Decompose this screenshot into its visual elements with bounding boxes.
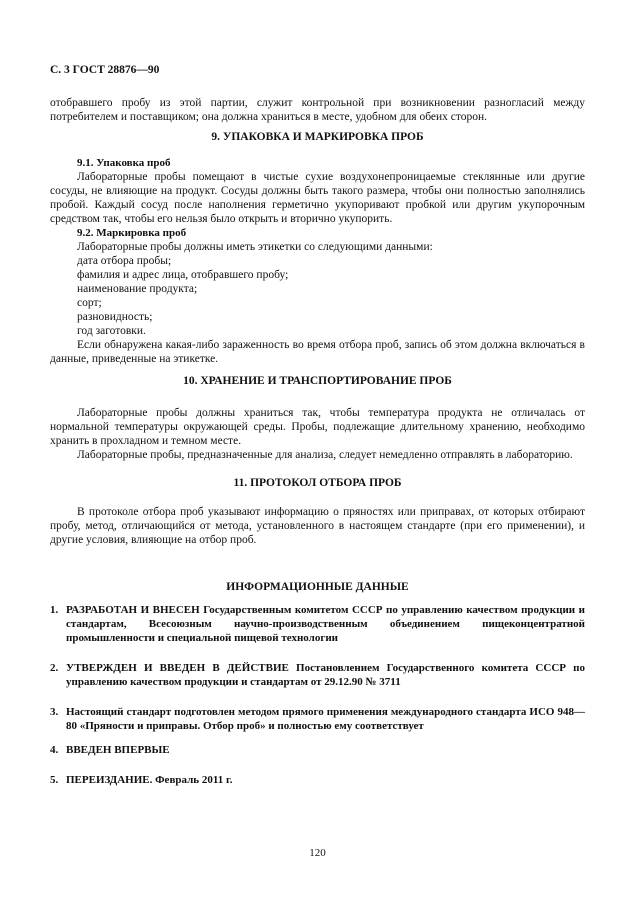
section-10-paragraph-2: Лабораторные пробы, предназначенные для анализа, следует немедленно отправлять в лабораторию. [77,449,573,461]
section-9-title: 9. УПАКОВКА И МАРКИРОВКА ПРОБ [211,131,424,143]
info-item-text: Февраль 2011 г. [152,774,233,786]
subsection-9-1-text: Лабораторные пробы помещают в чистые сухие воздухонепроницаемые стеклянные или другие сосуды, не влияющие на продукт. Сосуды должны быть такого размера, чтобы они полностью заполнялись пробой. Каждый сосуд после наполнения герметично укупоривают пробкой или другим укупорочным средством так, чтобы его нельзя было открыть и вторично укупорить. [50,171,585,225]
section-11 [50,477,585,489]
label-item: фамилия и адрес лица, отобравшего пробу; [77,269,289,281]
subsection-9-2-note: Если обнаружена какая-либо зараженность во время отбора проб, запись об этом должна включаться в данные, приведенные на этикетке. [50,339,585,365]
section-10-body [50,406,585,462]
section-10 [50,375,585,387]
label-item: сорт; [77,297,102,309]
section-11-paragraph-1: В протоколе отбора проб указывают информацию о пряностях или приправах, от которых отбирают пробу, метод, отличающийся от метода, установленного в настоящем стандарте (при его применении), и другие условия, влияющие на отбор проб. [50,506,585,546]
info-title: ИНФОРМАЦИОННЫЕ ДАННЫЕ [226,581,409,593]
section-10-paragraph-1: Лабораторные пробы должны храниться так, чтобы температура продукта не отличалась от нормальной температуры окружающей среды. Пробы, подлежащие длительному хранению, необходимо хранить в прохладном и темном месте. [50,407,585,447]
info-item-4 [50,743,585,757]
label-item: разновидность; [77,311,153,323]
info-item-lead: ПЕРЕИЗДАНИЕ. [66,774,153,786]
info-item-text: Государственным комитетом СССР по управлению качеством продукции и стандартам, Всесоюзным научно-производственным объединением пищеконцентратной промышленности и специальной пищевой технологии [66,604,585,644]
section-9-body [50,156,585,366]
info-item-lead: РАЗРАБОТАН И ВНЕСЕН [66,604,200,616]
section-11-title: 11. ПРОТОКОЛ ОТБОРА ПРОБ [233,477,402,489]
info-item-1 [50,603,585,645]
info-item-5 [50,773,585,787]
intro-text: отобравшего пробу из этой партии, служит контрольной при возникновении разногласий между потребителем и поставщиком; она должна храниться в месте, удобном для обеих сторон. [50,97,585,123]
info-item-number: 4. [50,744,59,756]
info-item-lead: УТВЕРЖДЕН И ВВЕДЕН В ДЕЙСТВИЕ [66,662,289,674]
section-9 [50,131,585,143]
label-item: наименование продукта; [77,283,198,295]
info-item-number: 5. [50,774,59,786]
section-10-title: 10. ХРАНЕНИЕ И ТРАНСПОРТИРОВАНИЕ ПРОБ [183,375,452,387]
intro-paragraph [50,96,585,124]
subsection-9-2-title: 9.2. Маркировка проб [77,227,187,239]
info-section [50,581,585,593]
page-header: С. 3 ГОСТ 28876—90 [50,64,160,76]
info-item-3 [50,705,585,733]
info-item-2 [50,661,585,689]
subsection-9-1-title: 9.1. Упаковка проб [77,157,171,169]
info-item-number: 1. [50,604,59,616]
page-number: 120 [309,847,326,859]
label-item: дата отбора пробы; [77,255,172,267]
info-item-text: Постановлением Государственного комитета СССР по управлению качеством продукции и стандартам от 29.12.90 № 3711 [66,662,586,688]
section-11-body [50,505,585,547]
info-item-number: 3. [50,706,59,718]
info-item-text: Настоящий стандарт подготовлен методом прямого применения международного стандарта ИСО 948—80 «Пряности и приправы. Отбор проб» и полностью ему соответствует [66,706,585,732]
info-item-number: 2. [50,662,59,674]
subsection-9-2-intro: Лабораторные пробы должны иметь этикетки со следующими данными: [77,241,433,253]
info-item-lead: ВВЕДЕН ВПЕРВЫЕ [66,744,170,756]
label-item: год заготовки. [77,325,146,337]
